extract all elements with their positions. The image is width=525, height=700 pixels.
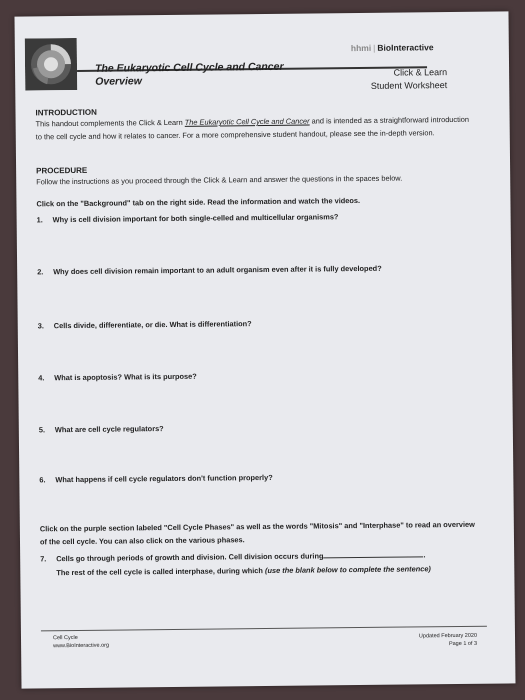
footer-url: www.BioInteractive.org	[53, 642, 110, 650]
question-4: 4. What is apoptosis? What is its purpose?	[38, 371, 197, 383]
footer-rule	[41, 626, 487, 632]
procedure-heading: PROCEDURE	[36, 165, 88, 176]
title-line-1: The Eukaryotic Cell Cycle and Cancer	[94, 60, 284, 75]
footer-page-number: Page 1 of 3	[448, 640, 478, 648]
worksheet-page	[14, 11, 515, 688]
procedure-text: Follow the instructions as you proceed through the Click & Learn and answer the questions in the spaces below.	[36, 173, 403, 187]
question-6: 6. What happens if cell cycle regulators don't function properly?	[39, 472, 273, 485]
footer-left	[53, 634, 109, 651]
phases-instruction: Click on the purple section labeled "Cell Cycle Phases" as well as the words "Mitosis" and "Interphase" to read an overview of the cell cycle. You can also click on the various phases.	[39, 519, 475, 546]
introduction-text: This handout complements the Click & Learn The Eukaryotic Cell Cycle and Cancer and is intended as a straightforward introduction to the cell cycle and how it relates to cancer. For a more comprehensive student handout, please see the in-depth version.	[35, 114, 470, 141]
title-line-2: Overview	[95, 75, 142, 88]
question-3: 3. Cells divide, differentiate, or die. What is differentiation?	[37, 319, 252, 331]
question-2: 2. Why does cell division remain important to an adult organism even after it is fully developed?	[37, 263, 382, 277]
biointeractive-wordmark: BioInteractive	[377, 42, 434, 53]
footer-topic: Cell Cycle	[52, 634, 78, 642]
question-7: 7. Cells go through periods of growth and division. Cell division occurs during .	[40, 550, 426, 564]
student-worksheet-label: Student Worksheet	[370, 80, 448, 91]
click-learn-label: Click & Learn	[393, 67, 448, 78]
question-1: 1. Why is cell division important for both single-celled and multicellular organisms?	[36, 212, 339, 225]
hhmi-logo: hhmi	[350, 42, 372, 54]
background-instruction: Click on the "Background" tab on the right side. Read the information and watch the videos.	[36, 195, 361, 209]
introduction-heading: INTRODUCTION	[35, 107, 97, 118]
brand: hhmi | BioInteractive	[350, 42, 434, 54]
question-7-continued: The rest of the cell cycle is called interphase, during which (use the blank below to complete the sentence)	[56, 564, 431, 578]
click-learn-title-link: The Eukaryotic Cell Cycle and Cancer	[184, 116, 310, 127]
footer-right	[407, 632, 477, 649]
q7-answer-blank[interactable]	[323, 548, 423, 558]
footer-updated: Updated February 2020	[418, 632, 478, 640]
worksheet-type	[367, 66, 447, 93]
question-5: 5. What are cell cycle regulators?	[38, 424, 164, 435]
biointeractive-logo-icon	[25, 38, 78, 91]
q7-instruction: (use the blank below to complete the sentence)	[264, 564, 431, 576]
page-title	[95, 61, 284, 89]
